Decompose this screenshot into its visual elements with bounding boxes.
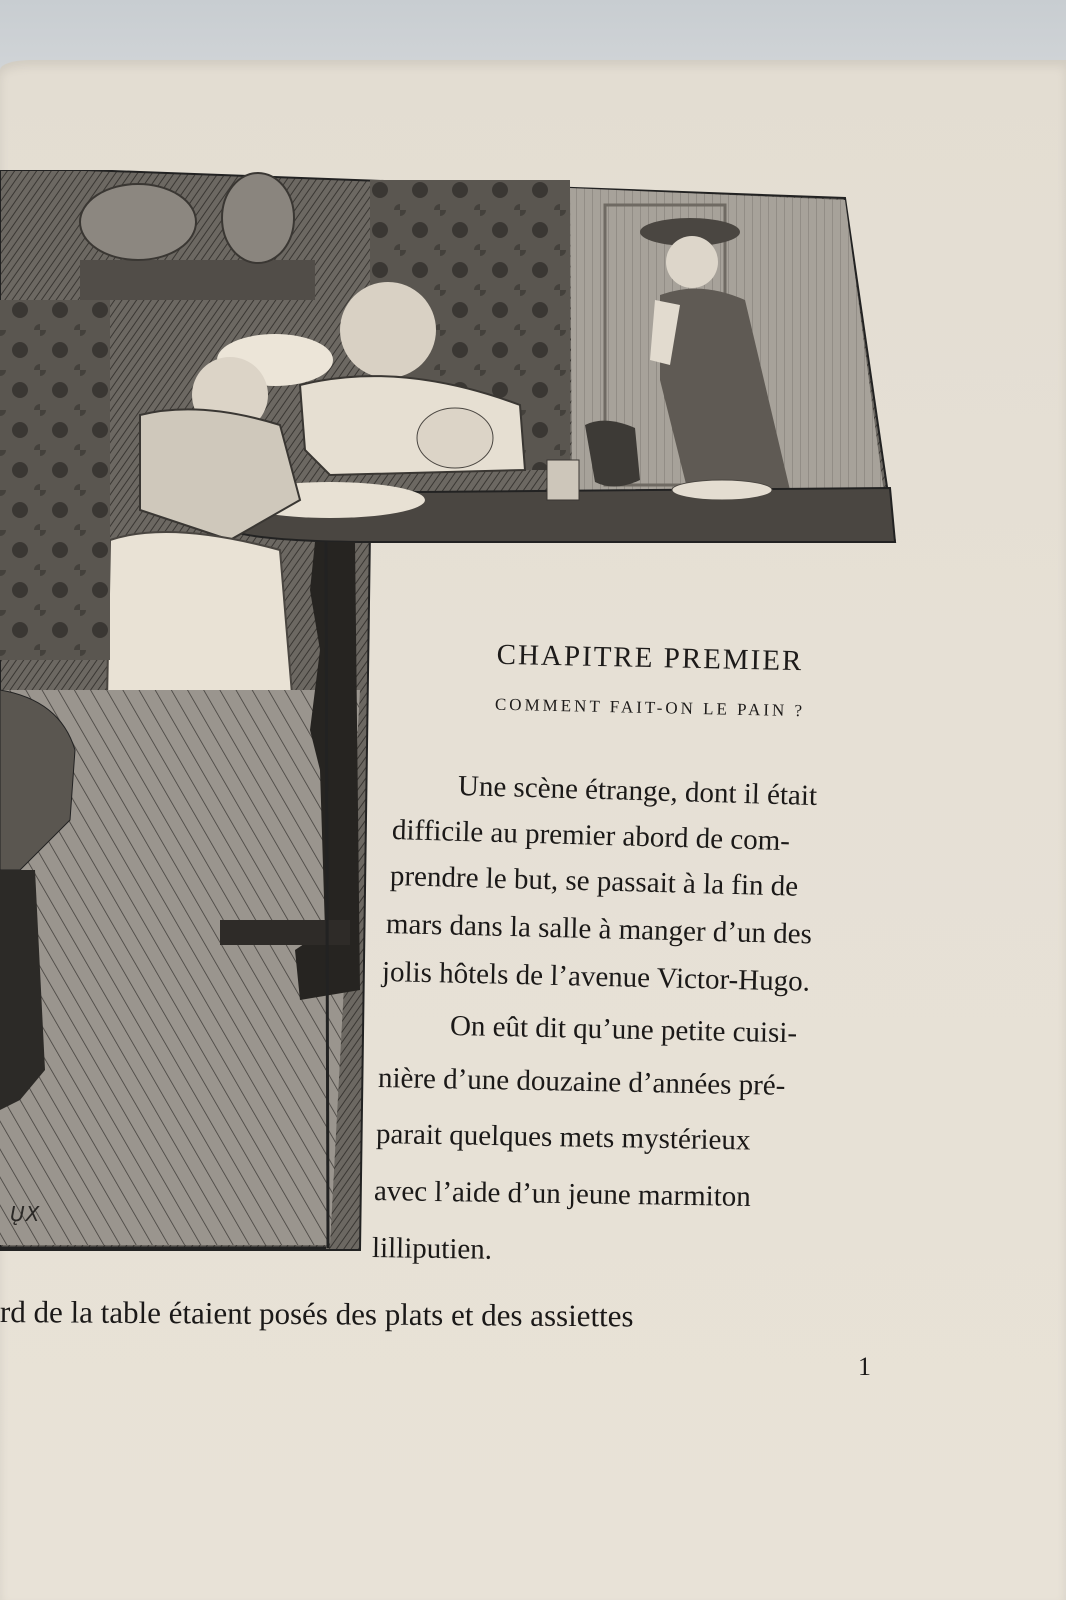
paragraph-line: jolis hôtels de l’avenue Victor-Hugo. — [381, 956, 811, 998]
paragraph-line: difficile au premier abord de com- — [391, 814, 791, 858]
paragraph-line: lilliputien. — [371, 1232, 493, 1266]
bottom-text-line: rd de la table étaient posés des plats et des assiettes — [0, 1294, 634, 1334]
page-number: 1 — [858, 1352, 871, 1381]
paragraph-line: parait quelques mets mystérieux — [375, 1118, 751, 1157]
illustration-signature: ŲX — [10, 1202, 41, 1226]
chapter-title: CHAPITRE PREMIER — [496, 638, 804, 678]
paragraph-line: mars dans la salle à manger d’un des — [385, 908, 813, 951]
paragraph-line: Une scène étrange, dont il était — [457, 770, 818, 813]
paragraph-line: On eût dit qu’une petite cuisi- — [449, 1010, 798, 1050]
paragraph-line: nière d’une douzaine d’années pré- — [377, 1062, 786, 1102]
chapter-subtitle: COMMENT FAIT-ON LE PAIN ? — [494, 694, 806, 721]
paragraph-line: prendre le but, se passait à la fin de — [389, 860, 799, 903]
paragraph-line: avec l’aide d’un jeune marmiton — [373, 1175, 752, 1213]
